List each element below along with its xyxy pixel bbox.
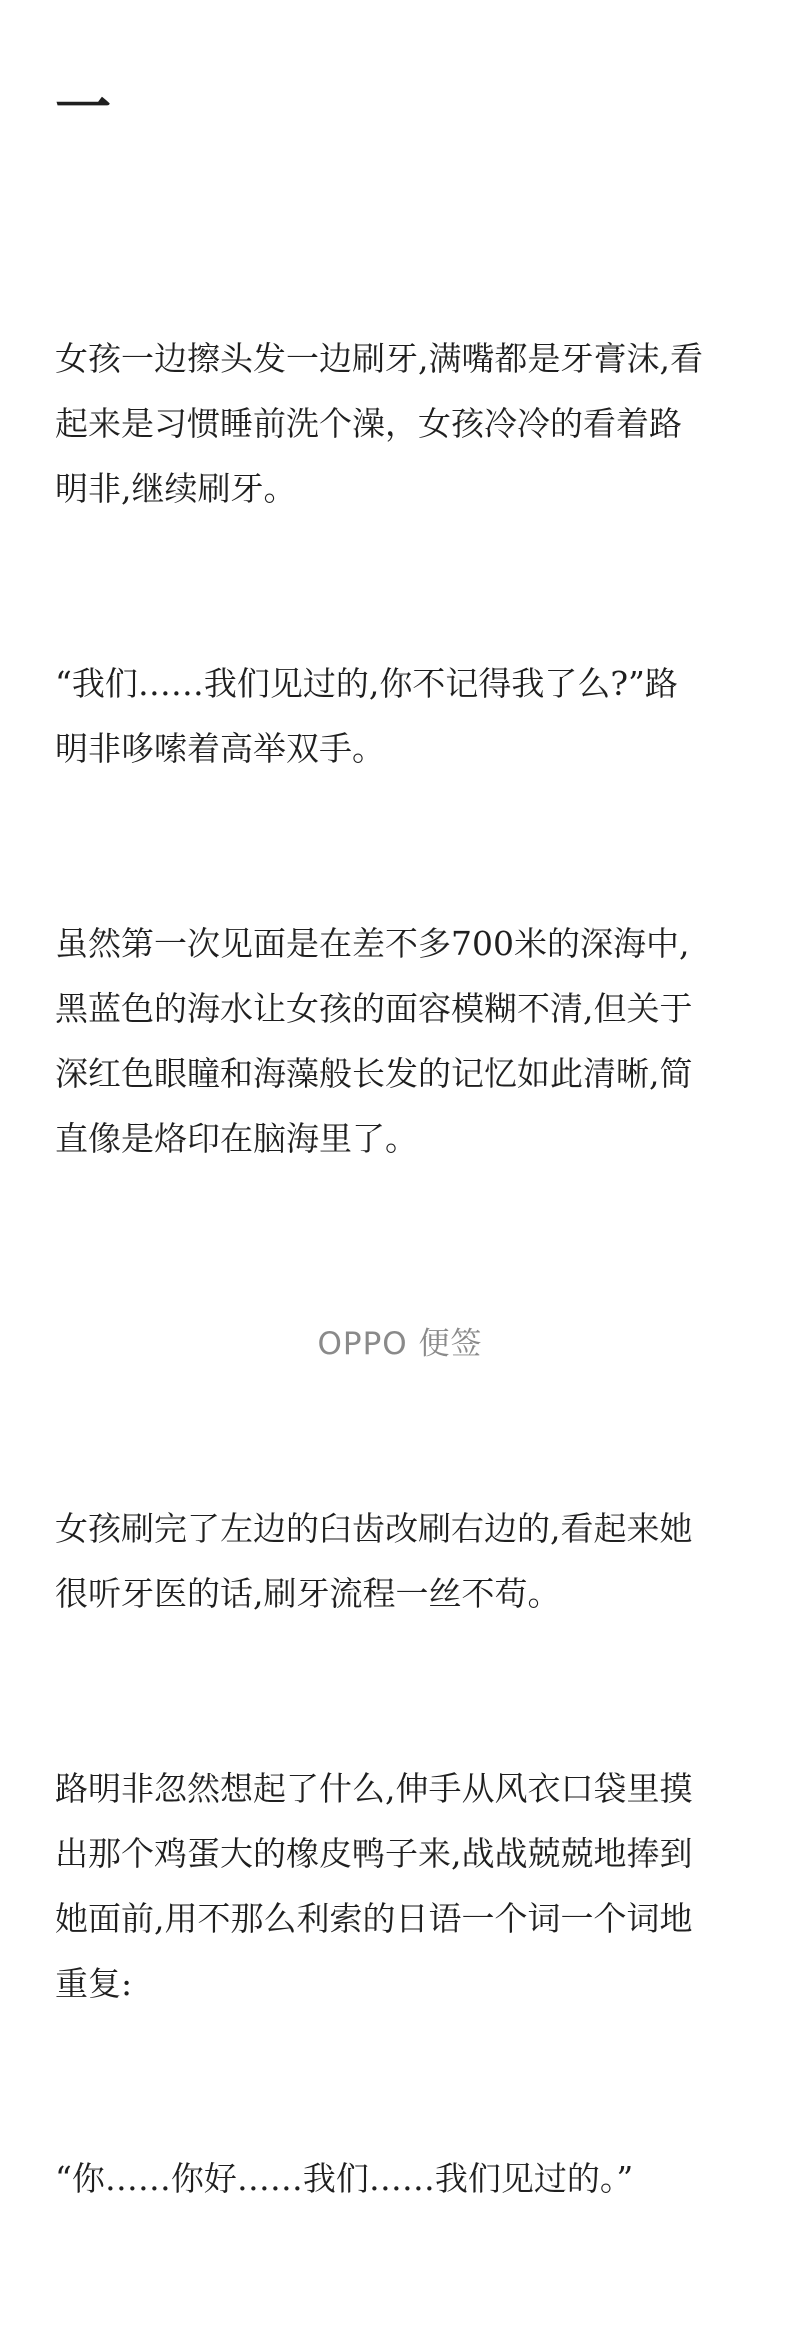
paragraph-4: 女孩刷完了左边的臼齿改刷右边的,看起来她 很听牙医的话,刷牙流程一丝不苟。 (55, 1509, 693, 1613)
paragraph-3: 虽然第一次见面是在差不多700米的深海中, 黑蓝色的海水让女孩的面容模糊不清,但关于 深红色眼瞳和海藻般长发的记忆如此清晰,简 直像是烙印在脑海里了。 (55, 924, 693, 1158)
note-body[interactable] (55, 196, 755, 2341)
note-title: 一 (55, 75, 111, 141)
app-watermark: OPPO 便签 (317, 1326, 483, 1362)
paragraph-1: 女孩一边擦头发一边刷牙,满嘴都是牙膏沫,看 起来是习惯睡前洗个澡，女孩冷冷的看着路 明非,继续刷牙。 (55, 339, 703, 508)
paragraph-2: “我们……我们见过的,你不记得我了么?”路 明非哆嗦着高举双手。 (55, 664, 678, 768)
paragraph-6: “你……你好……我们……我们见过的。” (55, 2159, 634, 2198)
paragraph-5: 路明非忽然想起了什么,伸手从风衣口袋里摸 出那个鸡蛋大的橡皮鸭子来,战战兢兢地捧到 她面前,用不那么利索的日语一个词一个词地 重复: (55, 1769, 693, 2003)
